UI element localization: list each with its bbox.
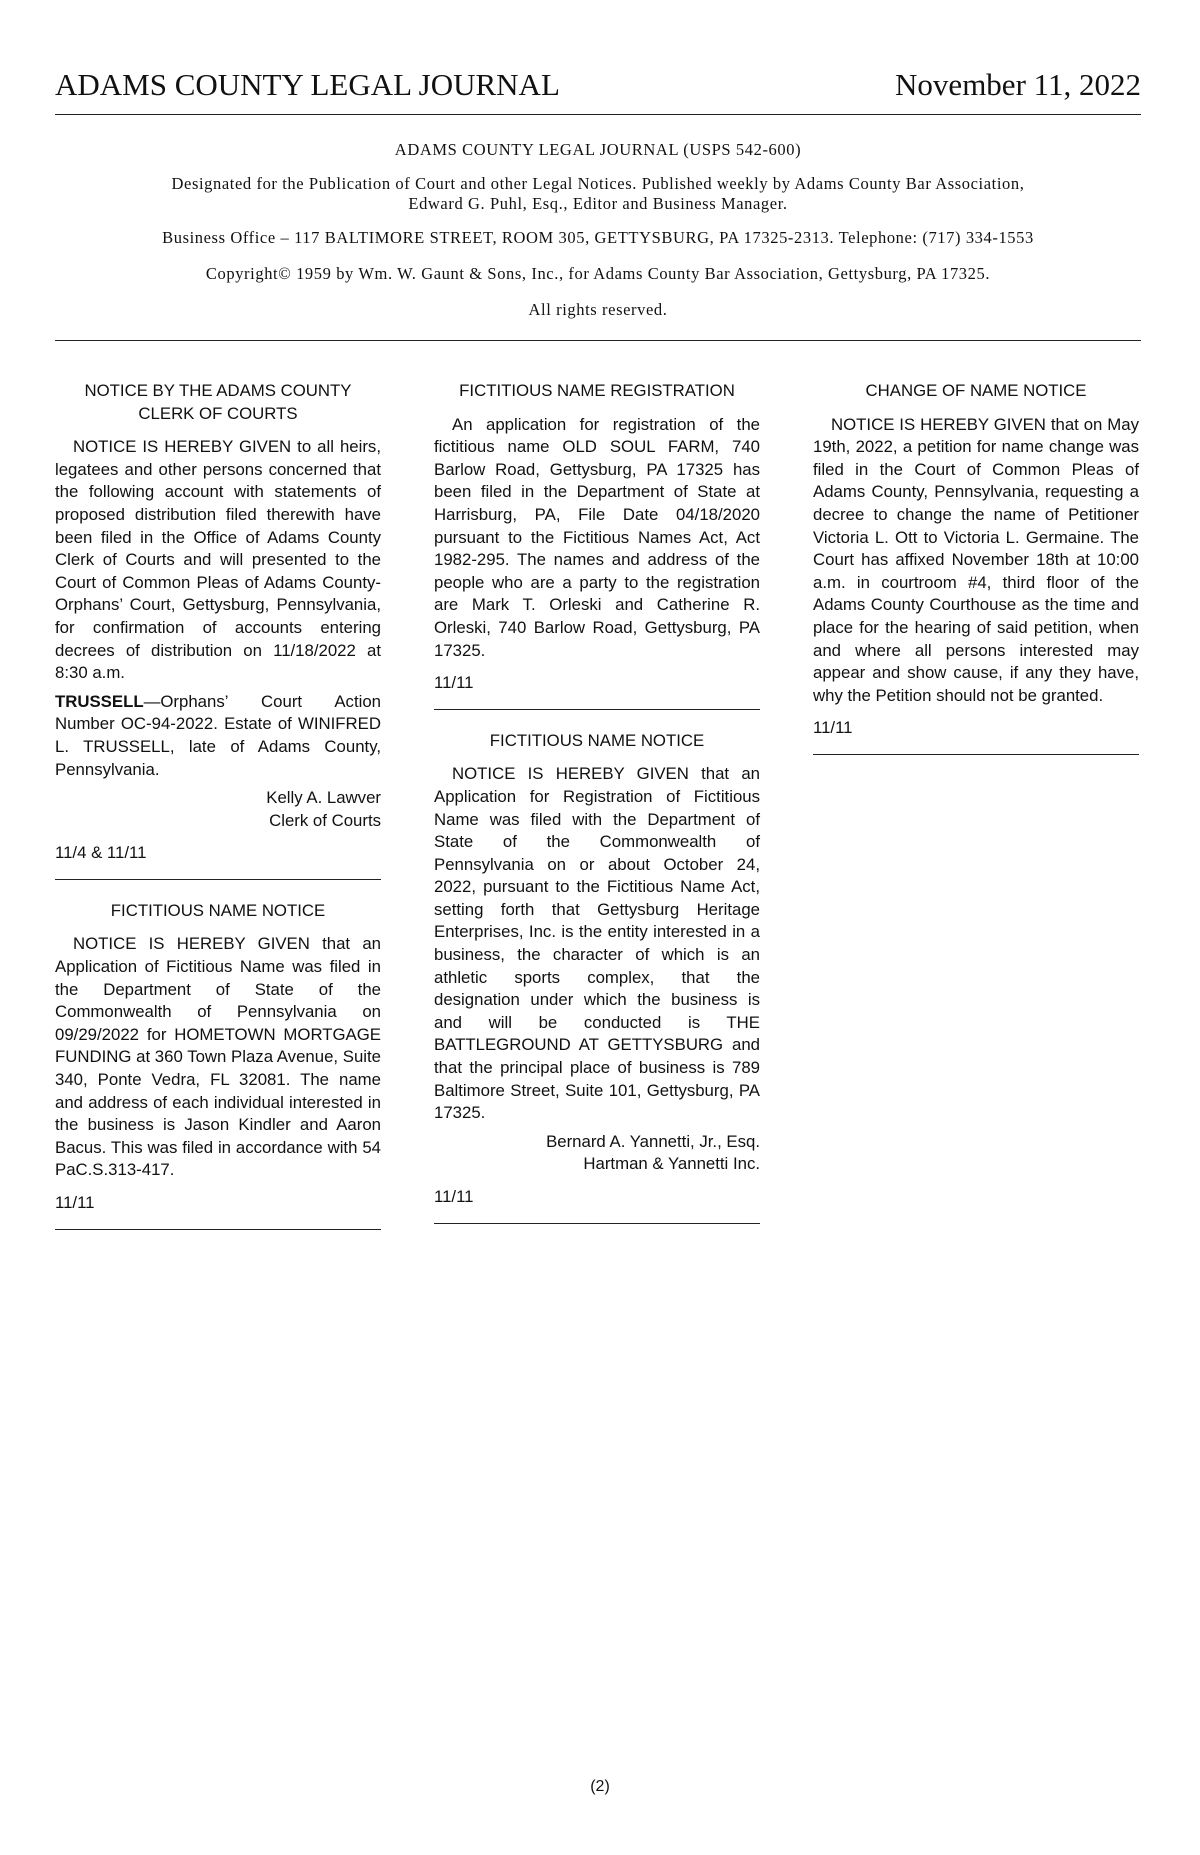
notice-divider: [55, 879, 381, 880]
notice-divider: [55, 1229, 381, 1230]
publication-dates: 11/11: [55, 1193, 95, 1212]
masthead-publication-line: ADAMS COUNTY LEGAL JOURNAL (USPS 542-600): [394, 140, 802, 159]
change-of-name-notice: [813, 380, 1139, 755]
signature-block: [55, 787, 381, 832]
publication-dates: 11/4 & 11/11: [55, 843, 147, 863]
estate-details: —Orphans’ Court Action Number OC-94-2022. Estate of WINIFRED L. TRUSSELL, late of Adams County, Pennsylvania.: [55, 691, 381, 779]
notice-body: NOTICE IS HEREBY GIVEN that on May 19th, 2022, a petition for name change was filed in the Court of Common Pleas of Adams County, Pennsylvania, requesting a decree to change the name of Petitioner Victoria L. Ott to Victoria L. Germaine. The Court has affixed November 18th at 10:00 a.m. in courtroom #4, third floor of the Adams County Courthouse as the time and place for the hearing of said petition, when and where all persons interested may appear and show cause, if any they have, why the Petition should not be granted.: [813, 414, 1139, 705]
notice-title: [55, 380, 381, 425]
notice-divider: [813, 754, 1139, 755]
masthead-designation-line: Designated for the Publication of Court and other Legal Notices. Published weekly by Adams County Bar Association,: [171, 174, 1025, 193]
publication-dates: 11/11: [434, 673, 474, 693]
journal-title: ADAMS COUNTY LEGAL JOURNAL: [55, 67, 560, 102]
estate-name: TRUSSELL: [55, 691, 144, 711]
signer-name: Kelly A. Lawver: [266, 788, 381, 808]
signature-block: [434, 1131, 760, 1176]
estate-entry: [55, 691, 381, 781]
publication-dates: 11/11: [434, 1187, 474, 1206]
notice-body: NOTICE IS HEREBY GIVEN that an Application of Fictitious Name was filed in the Department of State of the Commonwealth of Pennsylvania on 09/29/2022 for HOMETOWN MORTGAGE FUNDING at 360 Town Plaza Avenue, Suite 340, Ponte Vedra, FL 32081. The name and address of each individual interested in the business is Jason Kindler and Aaron Bacus. This was filed in accordance with 54 PaC.S.313-417.: [55, 934, 381, 1180]
column-right: [813, 380, 1139, 775]
notice-body: An application for registration of the fictitious name OLD SOUL FARM, 740 Barlow Road, Gettysburg, PA 17325 has been filed in the Department of State at Harrisburg, PA, File Date 04/18/2020 pursuant to the Fictitious Names Act, Act 1982-295. The names and address of the people who are a party to the registration are Mark T. Orleski and Catherine R. Orleski, 740 Barlow Road, Gettysburg, PA 17325.: [434, 414, 760, 660]
notice-body: NOTICE IS HEREBY GIVEN that an Application for Registration of Fictitious Name was filed with the Department of State of the Commonwealth of Pennsylvania on or about October 24, 2022, pursuant to the Fictitious Name Act, setting forth that Gettysburg Heritage Enterprises, Inc. is the entity interested in a business, the character of which is an athletic sports complex, that the designation under which the business is and will be conducted is THE BATTLEGROUND AT GETTYSBURG and that the principal place of business is 789 Baltimore Street, Suite 101, Gettysburg, PA 17325.: [434, 764, 760, 1123]
notice-divider: [434, 709, 760, 710]
notice-title-line: CLERK OF COURTS: [138, 403, 298, 423]
notice-title: FICTITIOUS NAME NOTICE: [110, 900, 326, 920]
masthead-rule: [55, 340, 1141, 341]
column-middle: [434, 380, 760, 1244]
masthead-business-office-line: Business Office – 117 BALTIMORE STREET, ROOM 305, GETTYSBURG, PA 17325-2313. Telephone: (717) 334-1553: [162, 228, 1034, 247]
fictitious-name-notice-hometown: [55, 900, 381, 1230]
notice-title: FICTITIOUS NAME REGISTRATION: [459, 381, 735, 400]
masthead-editor-line: Edward G. Puhl, Esq., Editor and Business Manager.: [408, 194, 788, 213]
signer-title: Clerk of Courts: [269, 810, 381, 830]
fictitious-name-registration-notice: [434, 380, 760, 710]
clerk-of-courts-notice: [55, 380, 381, 880]
publication-dates: 11/11: [813, 718, 853, 738]
page-number: (2): [590, 1778, 610, 1795]
issue-date: November 11, 2022: [895, 67, 1141, 102]
notice-body: NOTICE IS HEREBY GIVEN to all heirs, legatees and other persons concerned that the following account with statements of proposed distribution filed therewith have been filed in the Office of Adams County Clerk of Courts and will presented to the Court of Common Pleas of Adams County-Orphans’ Court, Gettysburg, Pennsylvania, for confirmation of accounts entering decrees of distribution on 11/18/2022 at 8:30 a.m.: [55, 437, 381, 683]
header-rule: [55, 114, 1141, 115]
column-left: [55, 380, 381, 1250]
notice-title: FICTITIOUS NAME NOTICE: [489, 730, 705, 750]
notice-title-line: NOTICE BY THE ADAMS COUNTY: [84, 381, 352, 400]
notice-title: CHANGE OF NAME NOTICE: [865, 381, 1087, 400]
fictitious-name-notice-battleground: [434, 730, 760, 1224]
notice-divider: [434, 1223, 760, 1224]
masthead-rights-line: All rights reserved.: [528, 300, 668, 319]
masthead: [55, 140, 1141, 320]
signer-firm: Hartman & Yannetti Inc.: [583, 1154, 760, 1174]
signer-name: Bernard A. Yannetti, Jr., Esq.: [546, 1131, 760, 1151]
masthead-copyright-line: Copyright© 1959 by Wm. W. Gaunt & Sons, Inc., for Adams County Bar Association, Gettysburg, PA 17325.: [205, 264, 991, 283]
